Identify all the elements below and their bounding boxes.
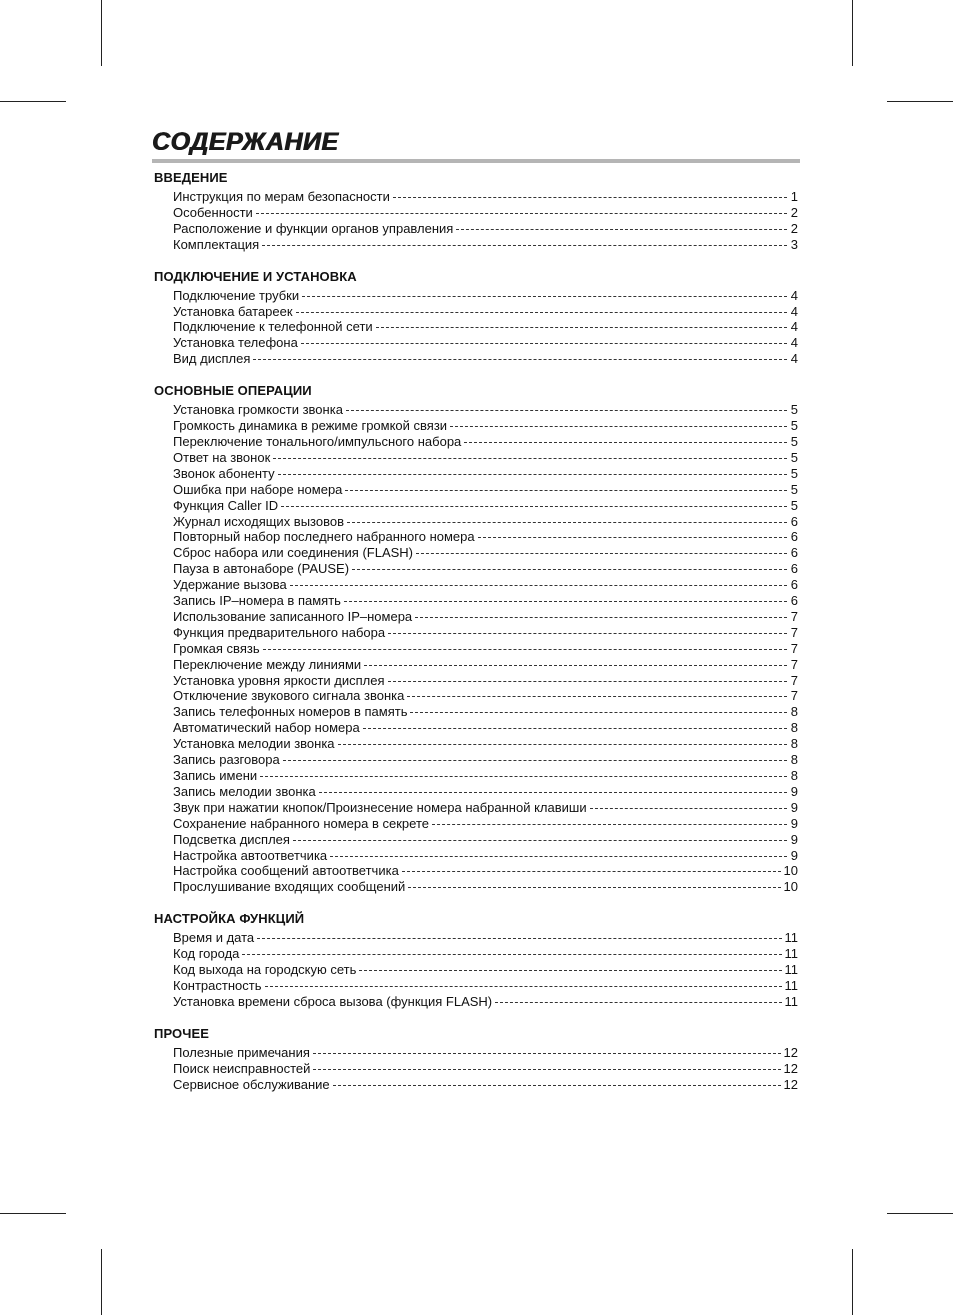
toc-entry[interactable] bbox=[154, 319, 798, 335]
toc-entry[interactable] bbox=[154, 237, 798, 253]
toc-entry-title: Время и дата bbox=[173, 930, 255, 946]
toc-entry-page: 7 bbox=[790, 656, 798, 672]
toc-entry-page: 6 bbox=[790, 593, 798, 609]
toc-entry-page: 2 bbox=[790, 220, 798, 236]
dot-leader bbox=[478, 537, 787, 538]
toc-entry-title: Инструкция по мерам безопасности bbox=[173, 189, 390, 204]
toc-entry-title: Функция Caller ID bbox=[173, 497, 279, 513]
toc-section bbox=[154, 1026, 798, 1093]
toc-entry[interactable] bbox=[154, 221, 798, 237]
toc-entry[interactable] bbox=[154, 720, 798, 736]
toc-entry-title: Особенности bbox=[173, 204, 253, 220]
toc-entry-title: Настройка автоответчика bbox=[173, 847, 328, 863]
dot-leader bbox=[278, 474, 787, 475]
dot-leader bbox=[346, 410, 787, 411]
toc-entry[interactable] bbox=[154, 498, 798, 514]
toc-entry[interactable] bbox=[154, 1061, 798, 1077]
dot-leader bbox=[456, 229, 787, 230]
toc-entry[interactable] bbox=[154, 335, 798, 351]
toc-entry[interactable] bbox=[154, 784, 798, 800]
toc-entry-page: 5 bbox=[790, 465, 798, 481]
toc-entry-title: Ответ на звонок bbox=[173, 449, 271, 465]
toc-entry-page: 9 bbox=[790, 783, 798, 799]
toc-entry-title: Код выхода на городскую сеть bbox=[173, 962, 357, 978]
toc-entry-page: 6 bbox=[790, 513, 798, 529]
toc-entry-page: 11 bbox=[784, 930, 798, 946]
toc-entry[interactable] bbox=[154, 205, 798, 221]
dot-leader bbox=[359, 970, 781, 971]
section-heading: ПОДКЛЮЧЕНИЕ И УСТАНОВКА bbox=[154, 268, 357, 284]
toc-entry-page: 7 bbox=[790, 624, 798, 640]
toc-entry-title: Установка уровня яркости дисплея bbox=[173, 672, 385, 688]
toc-entry[interactable] bbox=[154, 402, 798, 418]
toc-entry-title: Громкая связь bbox=[173, 640, 260, 656]
toc-entry-page: 4 bbox=[790, 335, 798, 351]
toc-entry-title: Удержание вызова bbox=[173, 577, 287, 593]
dot-leader bbox=[407, 696, 787, 697]
toc-entry[interactable] bbox=[154, 434, 798, 450]
toc-entry[interactable] bbox=[154, 946, 798, 962]
dot-leader bbox=[290, 585, 787, 586]
dot-leader bbox=[281, 506, 787, 507]
dot-leader bbox=[495, 1002, 781, 1003]
toc-entry-title: Подключение к телефонной сети bbox=[173, 319, 373, 335]
toc-entry-title: Ошибка при наборе номера bbox=[173, 481, 343, 497]
section-heading: ОСНОВНЫЕ ОПЕРАЦИИ bbox=[154, 383, 312, 399]
toc-entry[interactable] bbox=[154, 450, 798, 466]
crop-mark-right-top bbox=[887, 101, 953, 102]
toc-section bbox=[154, 170, 798, 253]
toc-entry[interactable] bbox=[154, 514, 798, 530]
toc-entry[interactable] bbox=[154, 962, 798, 978]
toc-entry-page: 5 bbox=[790, 402, 798, 418]
toc-entry-title: Пауза в автонаборе (PAUSE) bbox=[173, 561, 350, 577]
toc-entry-title: Громкость динамика в режиме громкой связи bbox=[173, 418, 448, 434]
toc-section bbox=[154, 383, 798, 895]
dot-leader bbox=[388, 633, 787, 634]
toc-entry-title: Расположение и функции органов управления bbox=[173, 220, 454, 236]
toc-entry-page: 4 bbox=[790, 319, 798, 335]
toc-entry[interactable] bbox=[154, 704, 798, 720]
dot-leader bbox=[352, 569, 787, 570]
crop-mark-right-bottom bbox=[887, 1213, 953, 1214]
dot-leader bbox=[364, 665, 787, 666]
crop-mark-left-bottom bbox=[0, 1213, 66, 1214]
toc-entry-title: Установка мелодии звонка bbox=[173, 736, 335, 752]
toc-entry[interactable] bbox=[154, 545, 798, 561]
toc-entry-page: 9 bbox=[790, 847, 798, 863]
toc-entry-page: 7 bbox=[790, 608, 798, 624]
toc-entry-title: Сброс набора или соединения (FLASH) bbox=[173, 545, 414, 561]
dot-leader bbox=[256, 213, 787, 214]
toc-entry-page: 7 bbox=[790, 640, 798, 656]
toc-entry-page: 9 bbox=[790, 815, 798, 831]
toc-entry-page: 8 bbox=[790, 768, 798, 783]
crop-mark-bottom-right bbox=[852, 1249, 853, 1315]
toc-entry-page: 11 bbox=[784, 977, 798, 993]
dot-leader bbox=[388, 681, 787, 682]
toc-entry-page: 7 bbox=[790, 672, 798, 688]
toc-entry-title: Подсветка дисплея bbox=[173, 831, 290, 847]
toc-entry-page: 11 bbox=[784, 962, 798, 978]
toc-entry-title: Функция предварительного набора bbox=[173, 624, 386, 640]
section-heading: ПРОЧЕЕ bbox=[154, 1025, 210, 1041]
toc-entry-title: Установка громкости звонка bbox=[173, 402, 343, 418]
table-of-contents bbox=[154, 170, 798, 1109]
toc-entry[interactable] bbox=[154, 418, 798, 434]
toc-entry-page: 9 bbox=[790, 831, 798, 847]
dot-leader bbox=[410, 712, 787, 713]
dot-leader bbox=[313, 1053, 781, 1054]
toc-entry-title: Полезные примечания bbox=[173, 1044, 310, 1060]
dot-leader bbox=[260, 776, 787, 777]
toc-entry-page: 8 bbox=[790, 736, 798, 752]
toc-entry-title: Переключение между линиями bbox=[173, 656, 362, 672]
toc-entry-page: 4 bbox=[790, 287, 798, 303]
toc-entry-title: Запись телефонных номеров в память bbox=[173, 704, 408, 720]
toc-entry[interactable] bbox=[154, 625, 798, 641]
toc-entry-title: Звук при нажатии кнопок/Произнесение номера набранной клавиши bbox=[173, 799, 587, 815]
toc-entry-page: 5 bbox=[790, 433, 798, 449]
toc-entry[interactable] bbox=[154, 351, 798, 367]
dot-leader bbox=[344, 601, 787, 602]
dot-leader bbox=[293, 840, 787, 841]
dot-leader bbox=[262, 245, 787, 246]
crop-mark-top-left bbox=[101, 0, 102, 66]
dot-leader bbox=[242, 954, 781, 955]
toc-entry[interactable] bbox=[154, 482, 798, 498]
dot-leader bbox=[363, 728, 787, 729]
dot-leader bbox=[333, 1085, 781, 1086]
toc-entry[interactable] bbox=[154, 800, 798, 816]
toc-entry-title: Сервисное обслуживание bbox=[173, 1076, 330, 1092]
dot-leader bbox=[338, 744, 787, 745]
dot-leader bbox=[313, 1069, 780, 1070]
toc-entry[interactable] bbox=[154, 466, 798, 482]
crop-mark-left-top bbox=[0, 101, 66, 102]
toc-entry-page: 6 bbox=[790, 529, 798, 545]
toc-entry-title: Автоматический набор номера bbox=[173, 720, 360, 736]
toc-entry[interactable] bbox=[154, 673, 798, 689]
toc-entry-title: Сохранение набранного номера в секрете bbox=[173, 815, 429, 831]
dot-leader bbox=[415, 617, 787, 618]
toc-entry-page: 7 bbox=[790, 688, 798, 704]
toc-entry-page: 11 bbox=[784, 946, 798, 962]
toc-entry-page: 11 bbox=[784, 993, 798, 1009]
toc-entry-page: 1 bbox=[790, 189, 798, 204]
toc-entry[interactable] bbox=[154, 688, 798, 704]
dot-leader bbox=[347, 522, 787, 523]
toc-entry-page: 5 bbox=[790, 449, 798, 465]
title-underline bbox=[152, 159, 800, 163]
page-title: СОДЕРЖАНИЕ bbox=[152, 128, 339, 156]
toc-entry-title: Контрастность bbox=[173, 977, 262, 993]
section-heading: ВВЕДЕНИЕ bbox=[154, 170, 228, 185]
toc-entry[interactable] bbox=[154, 529, 798, 545]
toc-entry[interactable] bbox=[154, 816, 798, 832]
crop-mark-bottom-left bbox=[101, 1249, 102, 1315]
dot-leader bbox=[301, 343, 787, 344]
toc-entry[interactable] bbox=[154, 1077, 798, 1093]
toc-entry-page: 6 bbox=[790, 545, 798, 561]
toc-entry-page: 12 bbox=[783, 1076, 798, 1092]
dot-leader bbox=[376, 327, 787, 328]
toc-entry-page: 6 bbox=[790, 561, 798, 577]
toc-entry[interactable] bbox=[154, 930, 798, 946]
toc-entry-title: Установка телефона bbox=[173, 335, 298, 351]
toc-entry-page: 8 bbox=[790, 752, 798, 768]
toc-entry[interactable] bbox=[154, 832, 798, 848]
toc-entry-page: 5 bbox=[790, 481, 798, 497]
toc-entry[interactable] bbox=[154, 752, 798, 768]
dot-leader bbox=[590, 808, 787, 809]
toc-entry-title: Вид дисплея bbox=[173, 351, 251, 367]
toc-section bbox=[154, 269, 798, 368]
toc-entry-title: Отключение звукового сигнала звонка bbox=[173, 688, 405, 704]
toc-entry[interactable] bbox=[154, 593, 798, 609]
dot-leader bbox=[257, 938, 781, 939]
toc-entry-title: Запись разговора bbox=[173, 752, 280, 768]
toc-entry-page: 6 bbox=[790, 577, 798, 593]
toc-entry[interactable] bbox=[154, 736, 798, 752]
toc-entry-title: Подключение трубки bbox=[173, 287, 300, 303]
toc-entry-title: Запись имени bbox=[173, 768, 258, 783]
toc-entry[interactable] bbox=[154, 561, 798, 577]
toc-entry-page: 8 bbox=[790, 704, 798, 720]
dot-leader bbox=[263, 649, 787, 650]
section-heading: НАСТРОЙКА ФУНКЦИЙ bbox=[154, 911, 305, 927]
toc-entry-title: Комплектация bbox=[173, 236, 260, 252]
toc-entry-title: Звонок абоненту bbox=[173, 465, 275, 481]
toc-entry[interactable] bbox=[154, 288, 798, 304]
toc-entry[interactable] bbox=[154, 641, 798, 657]
toc-entry[interactable] bbox=[154, 994, 798, 1010]
dot-leader bbox=[464, 442, 787, 443]
toc-entry-title: Запись IP–номера в память bbox=[173, 593, 341, 609]
toc-entry-page: 9 bbox=[790, 799, 798, 815]
dot-leader bbox=[330, 856, 787, 857]
dot-leader bbox=[265, 986, 782, 987]
toc-entry[interactable] bbox=[154, 879, 798, 895]
toc-section bbox=[154, 911, 798, 1010]
toc-entry-page: 5 bbox=[790, 418, 798, 434]
toc-entry-title: Журнал исходящих вызовов bbox=[173, 513, 344, 529]
toc-entry[interactable] bbox=[154, 848, 798, 864]
toc-entry-title: Использование записанного IP–номера bbox=[173, 608, 413, 624]
crop-mark-top-right bbox=[852, 0, 853, 66]
toc-entry-title: Код города bbox=[173, 946, 240, 962]
toc-entry[interactable] bbox=[154, 577, 798, 593]
dot-leader bbox=[450, 426, 787, 427]
toc-entry-page: 12 bbox=[783, 1044, 798, 1060]
toc-entry-page: 4 bbox=[790, 351, 798, 367]
dot-leader bbox=[319, 792, 787, 793]
toc-entry-title: Прослушивание входящих сообщений bbox=[173, 879, 406, 895]
dot-leader bbox=[432, 824, 787, 825]
toc-entry-page: 5 bbox=[790, 497, 798, 513]
dot-leader bbox=[273, 458, 787, 459]
toc-entry-title: Установка батареек bbox=[173, 303, 293, 319]
dot-leader bbox=[253, 359, 787, 360]
toc-entry-page: 12 bbox=[783, 1060, 798, 1076]
toc-entry[interactable] bbox=[154, 1045, 798, 1061]
toc-entry[interactable] bbox=[154, 609, 798, 625]
dot-leader bbox=[408, 887, 780, 888]
dot-leader bbox=[416, 553, 787, 554]
toc-entry-page: 10 bbox=[783, 879, 798, 895]
toc-entry[interactable] bbox=[154, 657, 798, 673]
dot-leader bbox=[296, 312, 787, 313]
dot-leader bbox=[302, 296, 787, 297]
toc-entry[interactable] bbox=[154, 189, 798, 205]
toc-entry-title: Установка времени сброса вызова (функция FLASH) bbox=[173, 993, 493, 1009]
toc-entry-title: Поиск неисправностей bbox=[173, 1060, 311, 1076]
toc-entry-page: 4 bbox=[790, 303, 798, 319]
toc-entry[interactable] bbox=[154, 768, 798, 784]
toc-entry-page: 2 bbox=[790, 204, 798, 220]
dot-leader bbox=[283, 760, 787, 761]
toc-entry[interactable] bbox=[154, 863, 798, 879]
dot-leader bbox=[393, 197, 787, 198]
toc-entry-page: 8 bbox=[790, 720, 798, 736]
toc-entry-page: 3 bbox=[790, 236, 798, 252]
toc-entry-title: Повторный набор последнего набранного номера bbox=[173, 529, 475, 545]
toc-entry-title: Запись мелодии звонка bbox=[173, 783, 316, 799]
toc-entry[interactable] bbox=[154, 978, 798, 994]
dot-leader bbox=[402, 871, 781, 872]
toc-entry-page: 10 bbox=[783, 863, 798, 879]
toc-entry-title: Настройка сообщений автоответчика bbox=[173, 863, 399, 879]
toc-entry-title: Переключение тонального/импульсного набора bbox=[173, 433, 462, 449]
toc-entry[interactable] bbox=[154, 304, 798, 320]
dot-leader bbox=[345, 490, 787, 491]
